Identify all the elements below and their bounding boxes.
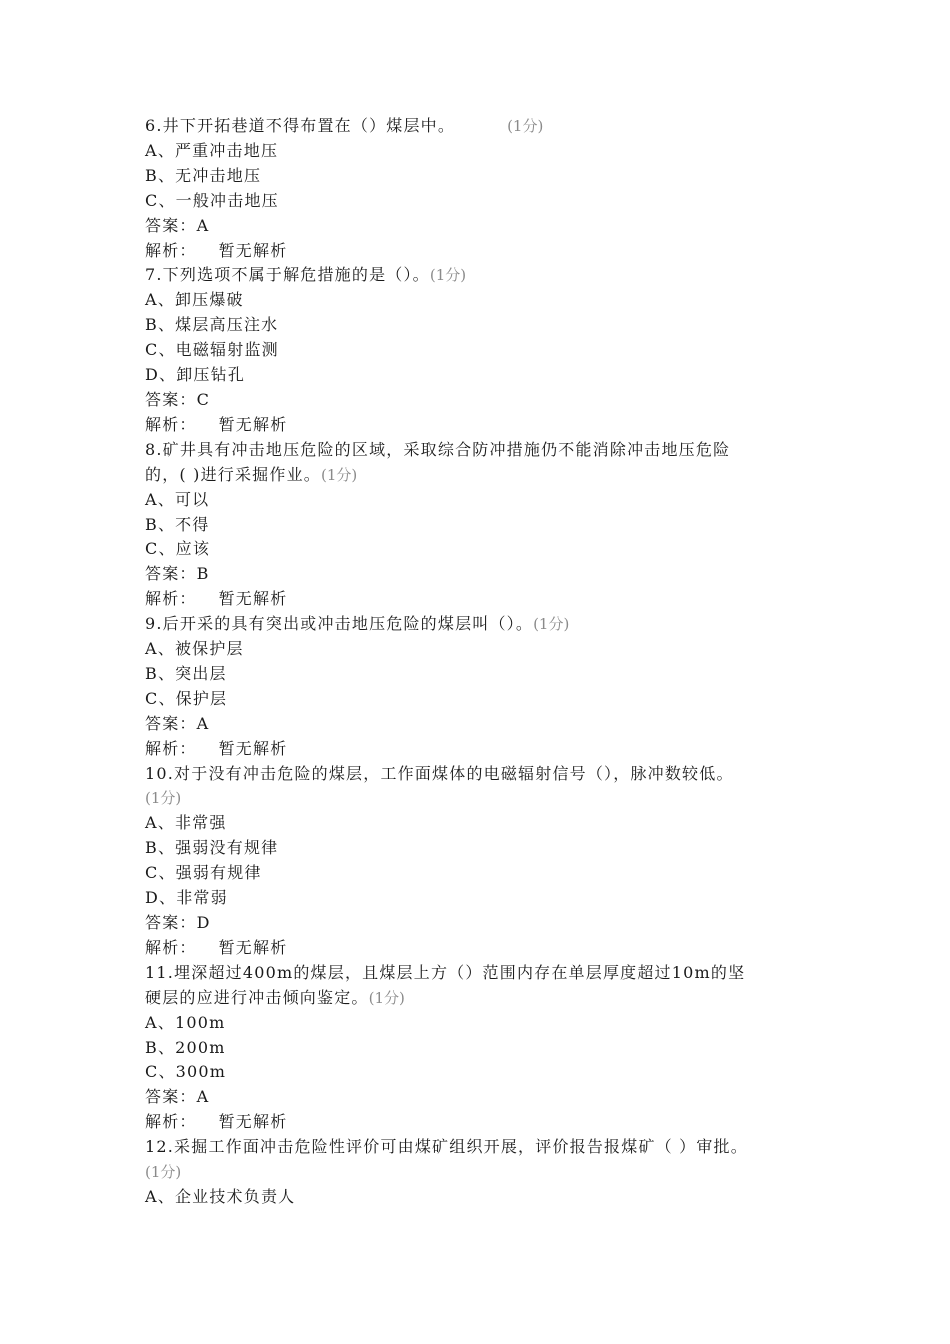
question-10	[145, 762, 825, 961]
question-7	[145, 263, 825, 437]
question-stem-text: 的，( )进行采掘作业。	[145, 464, 321, 484]
question-stem-line	[145, 986, 825, 1011]
explanation-line	[145, 239, 825, 264]
answer-line	[145, 712, 825, 737]
question-stem-text: 9.后开采的具有突出或冲击地压危险的煤层叫（）。	[145, 614, 534, 634]
answer-line	[145, 1085, 825, 1110]
answer-label: 答案：	[145, 389, 197, 409]
question-stem-line	[145, 612, 825, 637]
answer-value: A	[196, 713, 210, 733]
answer-value: A	[196, 1087, 210, 1107]
question-stem-line	[145, 463, 825, 488]
question-score: (1分)	[429, 266, 467, 285]
answer-line	[145, 214, 825, 239]
explanation-label: 解析：	[145, 240, 197, 260]
answer-label: 答案：	[145, 215, 197, 235]
question-score: (1分)	[320, 465, 358, 484]
question-stem-line	[145, 762, 825, 787]
explanation-value: 暂无解析	[218, 1112, 288, 1132]
question-stem-line	[145, 961, 825, 986]
question-score: (1分)	[533, 615, 570, 634]
answer-line	[145, 388, 825, 413]
question-stem-text: 7.下列选项不属于解危措施的是（）。	[145, 265, 430, 285]
explanation-value: 暂无解析	[218, 738, 288, 758]
answer-option: C、应该	[145, 539, 211, 559]
explanation-line	[145, 587, 825, 612]
question-stem-line	[145, 1135, 825, 1160]
answer-option: B、不得	[145, 514, 210, 534]
answer-line	[145, 911, 825, 936]
question-stem-line	[145, 438, 825, 463]
answer-label: 答案：	[145, 564, 197, 584]
question-stem-line	[145, 114, 825, 139]
answer-label: 答案：	[145, 913, 197, 932]
explanation-value: 暂无解析	[218, 240, 288, 260]
question-stem-text: 10.对于没有冲击危险的煤层，工作面煤体的电磁辐射信号（），脉冲数较低。	[145, 763, 734, 783]
explanation-label: 解析：	[145, 414, 197, 434]
answer-value: D	[196, 913, 211, 932]
answer-option: C、一般冲击地压	[145, 190, 279, 210]
answer-option: C、电磁辐射监测	[145, 340, 279, 360]
answer-value: C	[196, 389, 211, 409]
answer-option: D、非常弱	[145, 888, 228, 908]
answer-value: B	[196, 564, 210, 584]
question-6	[145, 114, 825, 263]
question-8	[145, 438, 825, 612]
answer-value: A	[196, 215, 210, 235]
explanation-value: 暂无解析	[218, 414, 288, 434]
answer-option: A、可以	[145, 489, 210, 509]
question-11	[145, 961, 825, 1135]
explanation-value: 暂无解析	[218, 937, 288, 957]
explanation-label: 解析：	[145, 589, 197, 609]
answer-option: C、300m	[145, 1062, 227, 1082]
answer-option: B、强弱没有规律	[145, 838, 279, 858]
answer-option: A、企业技术负责人	[145, 1186, 296, 1206]
question-9	[145, 612, 825, 761]
answer-option: B、无冲击地压	[145, 165, 262, 185]
question-12	[145, 1135, 825, 1210]
answer-label: 答案：	[145, 1087, 197, 1107]
explanation-line	[145, 1110, 825, 1135]
explanation-line	[145, 936, 825, 961]
question-stem-text: 8.矿井具有冲击地压危险的区域，采取综合防冲措施仍不能消除冲击地压危险	[145, 439, 731, 459]
question-score: (1分)	[145, 1163, 182, 1182]
question-score: (1分)	[145, 789, 182, 808]
answer-option: B、200m	[145, 1037, 226, 1057]
question-stem-text: 11.埋深超过400m的煤层，且煤层上方（）范围内存在单层厚度超过10m的坚	[145, 962, 746, 982]
question-score: (1分)	[507, 117, 544, 135]
answer-option: A、严重冲击地压	[145, 140, 279, 160]
answer-option: D、卸压钻孔	[145, 365, 246, 385]
explanation-label: 解析：	[145, 738, 197, 758]
question-stem-text: 6.井下开拓巷道不得布置在（）煤层中。	[145, 116, 456, 135]
answer-label: 答案：	[145, 713, 197, 733]
answer-option: A、被保护层	[145, 639, 244, 659]
question-stem-line	[145, 263, 825, 288]
document-page	[145, 114, 825, 1210]
answer-line	[145, 562, 825, 587]
answer-option: A、卸压爆破	[145, 290, 244, 310]
explanation-value: 暂无解析	[218, 589, 288, 609]
explanation-label: 解析：	[145, 1112, 197, 1132]
question-stem-text: 硬层的应进行冲击倾向鉴定。	[145, 987, 369, 1007]
question-stem-text: 12.采掘工作面冲击危险性评价可由煤矿组织开展，评价报告报煤矿（ ）审批。	[145, 1137, 748, 1157]
answer-option: C、保护层	[145, 688, 228, 708]
explanation-line	[145, 413, 825, 438]
answer-option: B、煤层高压注水	[145, 315, 279, 335]
answer-option: C、强弱有规律	[145, 863, 262, 883]
answer-option: A、非常强	[145, 813, 227, 833]
answer-option: A、100m	[145, 1012, 226, 1032]
explanation-label: 解析：	[145, 937, 197, 957]
question-score: (1分)	[368, 988, 405, 1007]
explanation-line	[145, 737, 825, 762]
answer-option: B、突出层	[145, 663, 227, 683]
